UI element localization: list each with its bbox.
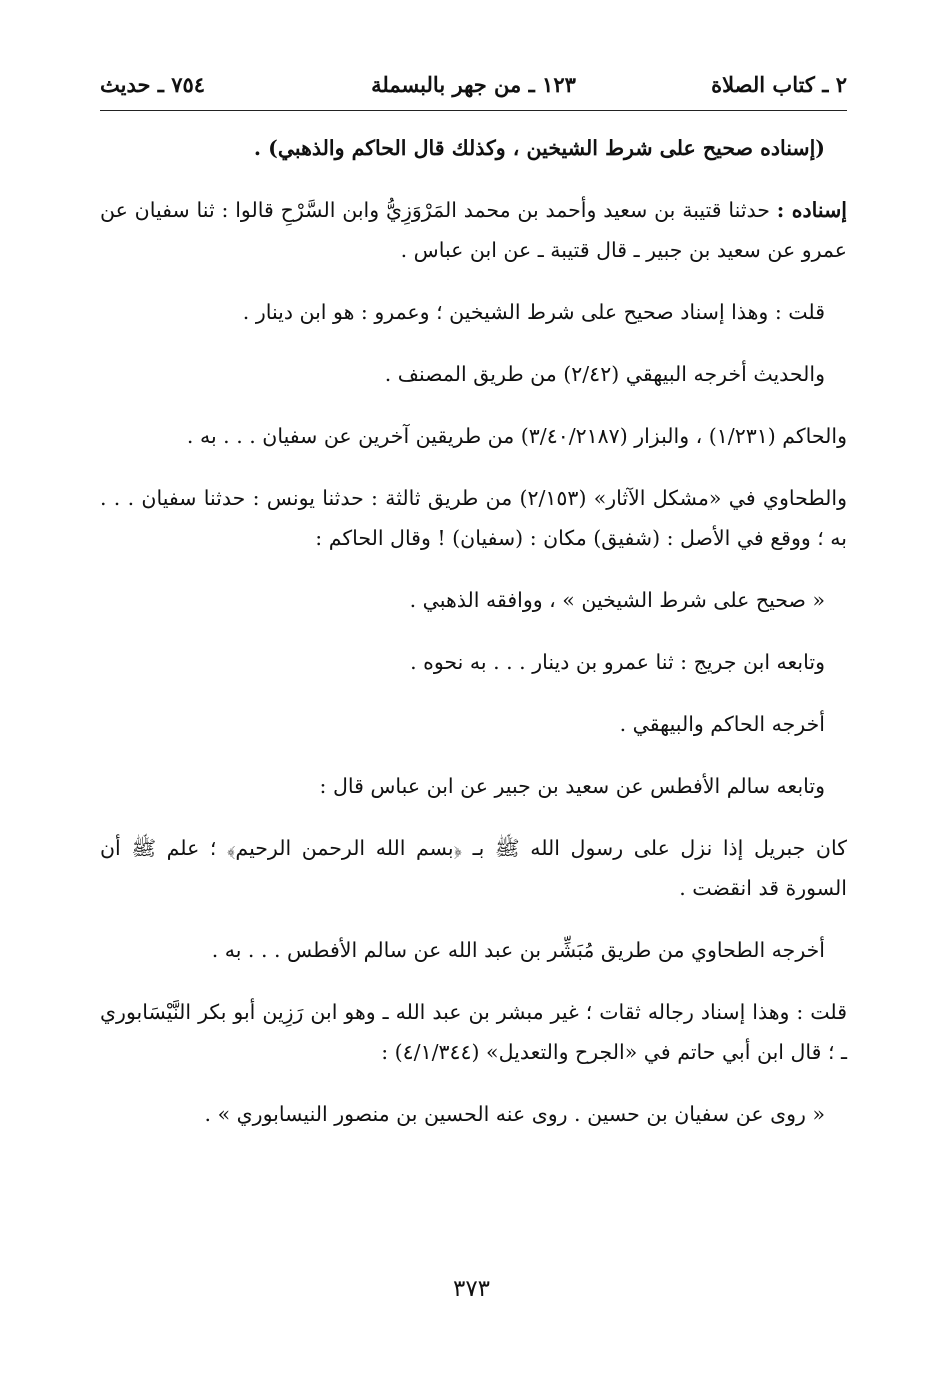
header-hadith-number: ٧٥٤ ـ حديث xyxy=(100,72,206,97)
paragraph xyxy=(100,128,847,168)
paragraph xyxy=(100,580,847,620)
paragraph-label: إسناده : xyxy=(776,198,847,222)
paragraph-text: وتابعه ابن جريج : ثنا عمرو بن دينار . . . به نحوه . xyxy=(410,650,825,674)
paragraph-text: قلت : وهذا إسناد صحيح على شرط الشيخين ؛ وعمرو : هو ابن دينار . xyxy=(242,300,825,324)
paragraph xyxy=(100,292,847,332)
page-number: ٣٧٣ xyxy=(452,1276,491,1302)
paragraph-text: (إسناده صحيح على شرط الشيخين ، وكذلك قال الحاكم والذهبي) . xyxy=(253,136,825,160)
paragraph xyxy=(100,642,847,682)
header-chapter-title: ١٢٣ ـ من جهر بالبسملة xyxy=(371,72,576,97)
paragraph xyxy=(100,478,847,558)
paragraph xyxy=(100,930,847,970)
header-book-title: ٢ ـ كتاب الصلاة xyxy=(711,72,847,97)
paragraph xyxy=(100,190,847,270)
paragraph-text: كان جبريل إذا نزل على رسول الله ﷺ بـ ﴿بسم الله الرحمن الرحيم﴾ ؛ علم ﷺ أن السورة قد انقضت . xyxy=(100,836,847,900)
page-body xyxy=(100,128,847,1156)
paragraph xyxy=(100,416,847,456)
paragraph-text: أخرجه الحاكم والبيهقي . xyxy=(619,712,825,736)
paragraph-text: « صحيح على شرط الشيخين » ، ووافقه الذهبي . xyxy=(409,588,825,612)
paragraph xyxy=(100,704,847,744)
paragraph xyxy=(100,766,847,806)
header-divider xyxy=(100,110,847,111)
paragraph-text: حدثنا قتيبة بن سعيد وأحمد بن محمد المَرْوَزِيُّ وابن السَّرْحِ قالوا : ثنا سفيان عن عمرو عن سعيد بن جبير ـ قال قتيبة ـ عن ابن عباس . xyxy=(100,198,847,262)
paragraph-text: والطحاوي في «مشكل الآثار» (٢/١٥٣) من طريق ثالثة : حدثنا يونس : حدثنا سفيان . . . به ؛ ووقع في الأصل : (شفيق) مكان : (سفيان) ! وقال الحاكم : xyxy=(100,486,847,550)
paragraph-text: « روى عن سفيان بن حسين . روى عنه الحسين بن منصور النيسابوري » . xyxy=(204,1102,825,1126)
paragraph-text: والحاكم (١/٢٣١) ، والبزار (٣/٤٠/٢١٨٧) من طريقين آخرين عن سفيان . . . به . xyxy=(186,424,847,448)
paragraph-text: أخرجه الطحاوي من طريق مُبَشِّر بن عبد الله عن سالم الأفطس . . . به . xyxy=(211,938,825,962)
paragraph xyxy=(100,828,847,908)
paragraph-text: والحديث أخرجه البيهقي (٢/٤٢) من طريق المصنف . xyxy=(384,362,825,386)
running-header xyxy=(100,72,847,106)
paragraph xyxy=(100,1094,847,1134)
paragraph-text: وتابعه سالم الأفطس عن سعيد بن جبير عن ابن عباس قال : xyxy=(319,774,825,798)
paragraph xyxy=(100,992,847,1072)
paragraph xyxy=(100,354,847,394)
paragraph-text: قلت : وهذا إسناد رجاله ثقات ؛ غير مبشر بن عبد الله ـ وهو ابن رَزِين أبو بكر النَّيْسَابوري ـ ؛ قال ابن أبي حاتم في «الجرح والتعديل» (٤/١/٣٤٤) : xyxy=(100,1000,847,1064)
